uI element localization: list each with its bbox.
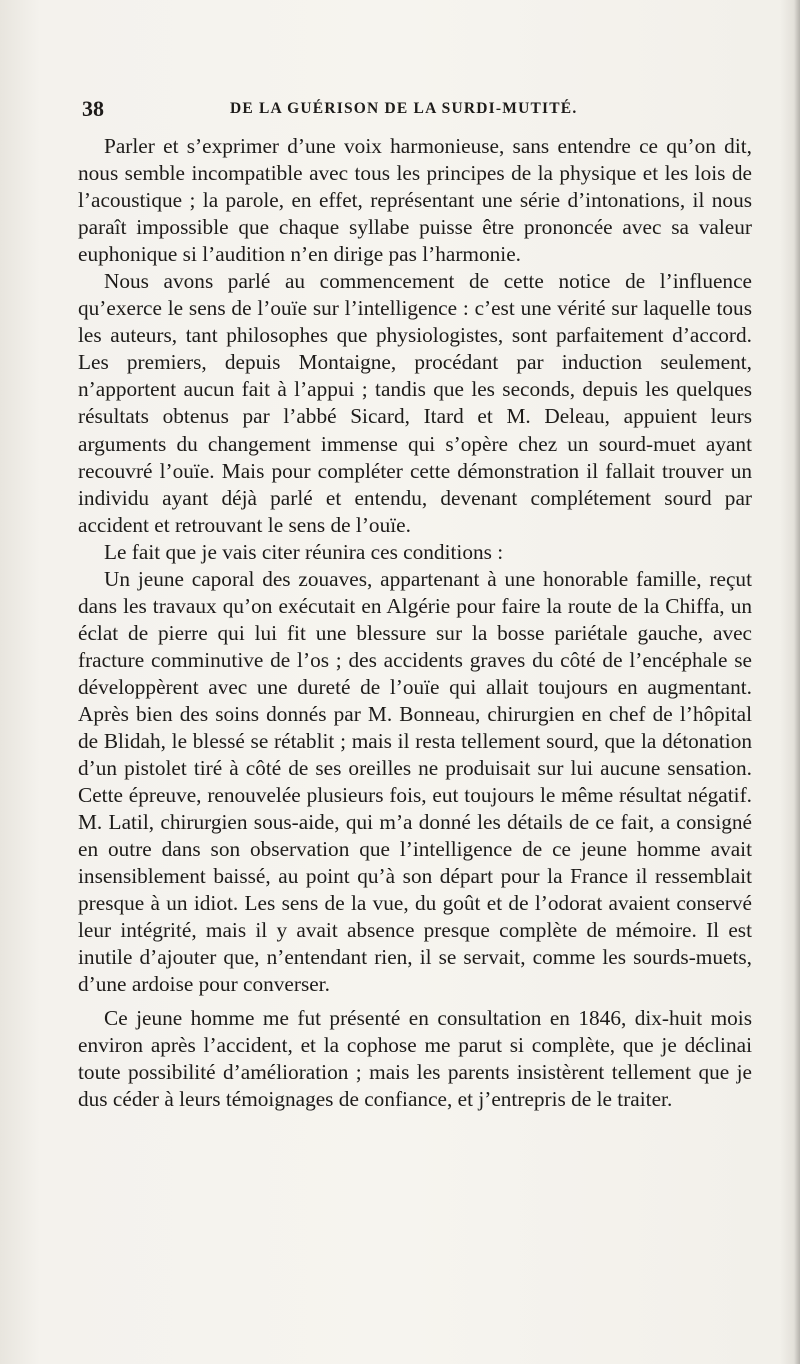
running-title: DE LA GUÉRISON DE LA SURDI-MUTITÉ. xyxy=(230,100,578,117)
paragraph-3: Le fait que je vais citer réunira ces conditions : xyxy=(104,539,504,564)
paragraph-4: Un jeune caporal des zouaves, appartenant à une honorable famille, reçut dans les travaux qu’on exécutait en Algérie pour faire la route de la Chiffa, un éclat de pierre qui lui fit une blessure sur la bosse pariétale gauche, avec fracture comminutive de l’os ; des accidents graves du côté de l’encéphale se développèrent avec une dureté de l’ouïe qui allait toujours en augmentant. Après bien des soins donnés par M. Bonneau, chirurgien en chef de l’hôpital de Blidah, le blessé se rétablit ; mais il resta tellement sourd, que la détonation d’un pistolet tiré à côté de ses oreilles ne produisait sur lui aucune sensation. Cette épreuve, renouvelée plusieurs fois, eut toujours le même résultat négatif. M. Latil, chirurgien sous-aide, qui m’a donné les détails de ce fait, a consigné en outre dans son observation que l’intelligence de ce jeune homme avait insensiblement baissé, au point qu’à son départ pour la France il ressemblait presque à un idiot. Les sens de la vue, du goût et de l’odorat avaient conservé leur intégrité, mais il y avait absence presque complète de mémoire. Il est inutile d’ajouter que, n’entendant rien, il se servait, comme les sourds-muets, d’une ardoise pour converser. xyxy=(78,566,752,997)
page-header xyxy=(82,96,752,124)
paragraph-1: Parler et s’exprimer d’une voix harmonieuse, sans entendre ce qu’on dit, nous semble incompatible avec tous les principes de la physique et les lois de l’acoustique ; la parole, en effet, représentant une série d’intonations, il nous paraît impossible que chaque syllabe puisse être prononcée avec sa valeur euphonique si l’audition n’en dirige pas l’harmonie. xyxy=(78,134,752,267)
paragraph-2: Nous avons parlé au commencement de cette notice de l’influence qu’exerce le sens de l’ouïe sur l’intelligence : c’est une vérité sur laquelle tous les auteurs, tant philosophes que physiologistes, sont parfaitement d’accord. Les premiers, depuis Montaigne, procédant par induction seulement, n’apportent aucun fait à l’appui ; tandis que les seconds, depuis les quelques résultats obtenus par l’abbé Sicard, Itard et M. Deleau, appuient leurs arguments du changement immense qui s’opère chez un sourd-muet ayant recouvré l’ouïe. Mais pour compléter cette démonstration il fallait trouver un individu ayant déjà parlé et entendu, devenant complétement sourd par accident et retrouvant le sens de l’ouïe. xyxy=(78,269,752,537)
page-number: 38 xyxy=(82,96,104,121)
page-edge-shadow xyxy=(794,0,800,1364)
paragraph-5: Ce jeune homme me fut présenté en consultation en 1846, dix-huit mois environ après l’accident, et la cophose me parut si complète, que je déclinai toute possibilité d’amélioration ; mais les parents insistèrent tellement que je dus céder à leurs témoignages de confiance, et j’entrepris de le traiter. xyxy=(78,1005,752,1111)
body-text xyxy=(78,133,752,1113)
